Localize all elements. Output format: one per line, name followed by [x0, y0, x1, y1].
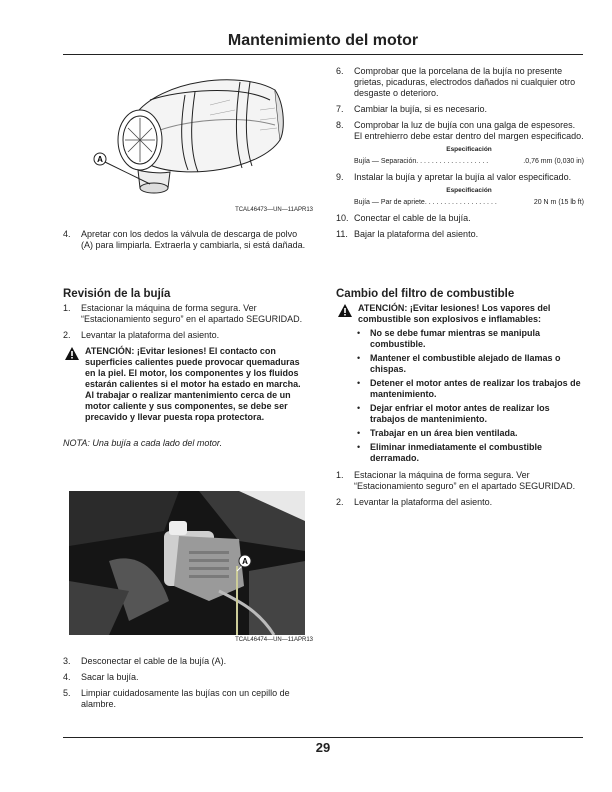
list-item: • Detener el motor antes de realizar los trabajos de mantenimiento. — [357, 378, 581, 399]
section-title: Revisión de la bujía — [63, 288, 171, 300]
footer-rule — [63, 737, 583, 738]
left-column-bottom — [63, 656, 311, 715]
step-item: 7. Cambiar la bujía, si es necesario. — [336, 104, 488, 114]
step-item: 1. Estacionar la máquina de forma segura. Ver “Estacionamiento seguro” en el apartado SEGURIDAD. — [63, 303, 303, 324]
list-item: • No se debe fumar mientras se manipula combustible. — [357, 328, 541, 349]
step-item: 11. Bajar la plataforma del asiento. — [336, 229, 479, 239]
figure-caption: TCAL46473—UN—11APR13 — [235, 207, 313, 213]
list-item: • Mantener el combustible alejado de llamas o chispas. — [357, 353, 561, 374]
list-item: • Dejar enfriar el motor antes de realizar los trabajos de mantenimiento. — [357, 403, 550, 424]
step-item: 5. Limpiar cuidadosamente las bujías con un cepillo de alambre. — [63, 688, 290, 709]
air-filter-illustration — [90, 70, 290, 205]
bullet-list — [336, 328, 584, 464]
caution-block: ATENCIÓN: ¡Evitar lesiones! El contacto con superficies calientes puede provocar quemaduras en la piel. El motor, los componentes y los fluidos estarán calientes si el motor ha estado en marcha. Al trabajar o realizar mantenimiento cerca de un motor caliente y sus componentes, se debe ser precavido y llevar puesta ropa protectora. — [63, 346, 311, 423]
step-item: 8. Comprobar la luz de bujía con una galga de espesores. El entrehierro debe estar dentro del margen especificado. — [336, 120, 584, 141]
step-item: 2. Levantar la plataforma del asiento. — [63, 330, 220, 340]
header-rule — [63, 54, 583, 55]
callout-a: A — [242, 557, 248, 566]
figure-caption: TCAL46474—UN—11APR13 — [235, 637, 313, 643]
specification-block: Especificación Bujía — Separación. . . . . . . . . . . . . . . . . . . .0,76 mm (0,030 in) — [354, 146, 584, 165]
step-item: 4. Apretar con los dedos la válvula de descarga de polvo (A) para limpiarla. Extraerla y cambiarla, si está dañada. — [63, 229, 306, 250]
list-item: • Trabajar en un área bien ventilada. — [357, 428, 518, 438]
step-item: 10. Conectar el cable de la bujía. — [336, 213, 471, 223]
step-item: 2. Levantar la plataforma del asiento. — [336, 497, 493, 507]
list-item: • Eliminar inmediatamente el combustible derramado. — [357, 442, 543, 463]
callout-a: A — [97, 155, 103, 164]
step-item: 9. Instalar la bujía y apretar la bujía al valor especificado. — [336, 172, 572, 182]
right-column-steps — [336, 66, 584, 245]
caution-block: ATENCIÓN: ¡Evitar lesiones! Los vapores del combustible son explosivos e inflamables: — [336, 303, 584, 325]
step-item: 6. Comprobar que la porcelana de la bujía no presente grietas, picaduras, electrodos dañados ni cualquier otro desgaste o deterioro. — [336, 66, 576, 98]
step-item: 3. Desconectar el cable de la bujía (A). — [63, 656, 227, 666]
engine-photo — [69, 491, 305, 635]
step-item: 1. Estacionar la máquina de forma segura. Ver “Estacionamiento seguro” en el apartado SEGURIDAD. — [336, 470, 576, 491]
page-number: 29 — [315, 740, 331, 755]
step-item: 4. Sacar la bujía. — [63, 672, 139, 682]
warning-icon — [65, 347, 79, 363]
left-column-top — [63, 229, 311, 256]
specification-block: Especificación Bujía — Par de apriete. . . . . . . . . . . . . . . . . . . 20 N m (15 lb ft) — [354, 187, 584, 206]
page-title: Mantenimiento del motor — [227, 32, 419, 49]
warning-icon — [338, 304, 352, 320]
spark-plug-section — [63, 289, 311, 449]
note-text: NOTA: Una bujía a cada lado del motor. — [63, 438, 223, 448]
section-title: Cambio del filtro de combustible — [336, 288, 515, 300]
fuel-filter-section — [336, 289, 584, 513]
